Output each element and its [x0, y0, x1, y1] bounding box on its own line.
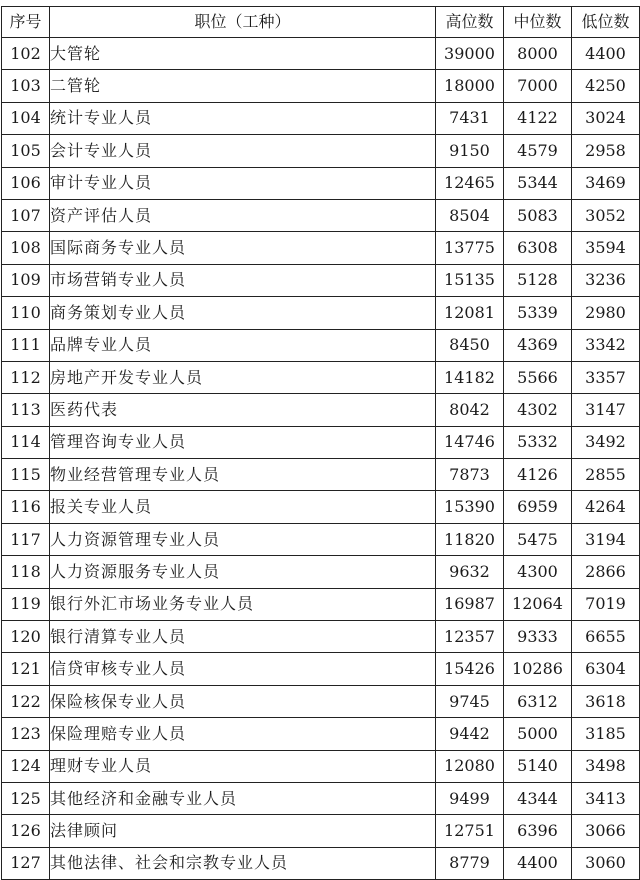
cell-title: 法律顾问 — [50, 815, 436, 847]
cell-title: 会计专业人员 — [50, 135, 436, 167]
table-row — [2, 38, 640, 70]
cell-low: 3052 — [572, 199, 640, 231]
cell-title: 保险理赔专业人员 — [50, 718, 436, 750]
cell-mid: 5344 — [504, 167, 572, 199]
cell-seq: 119 — [2, 588, 50, 620]
cell-low: 3185 — [572, 718, 640, 750]
cell-seq: 103 — [2, 70, 50, 102]
cell-high: 14746 — [436, 426, 504, 458]
cell-seq: 127 — [2, 847, 50, 879]
cell-low: 2958 — [572, 135, 640, 167]
table-row — [2, 102, 640, 134]
cell-low: 4264 — [572, 491, 640, 523]
cell-low: 3147 — [572, 394, 640, 426]
cell-low: 3236 — [572, 264, 640, 296]
cell-title: 银行清算专业人员 — [50, 621, 436, 653]
table-row — [2, 653, 640, 685]
cell-low: 2866 — [572, 556, 640, 588]
cell-title: 大管轮 — [50, 38, 436, 70]
cell-seq: 120 — [2, 621, 50, 653]
table-row — [2, 491, 640, 523]
cell-high: 12357 — [436, 621, 504, 653]
cell-high: 9150 — [436, 135, 504, 167]
cell-low: 7019 — [572, 588, 640, 620]
cell-mid: 5332 — [504, 426, 572, 458]
cell-title: 人力资源服务专业人员 — [50, 556, 436, 588]
cell-mid: 6396 — [504, 815, 572, 847]
cell-seq: 117 — [2, 523, 50, 555]
cell-mid: 6308 — [504, 232, 572, 264]
cell-high: 8779 — [436, 847, 504, 879]
cell-title: 物业经营管理专业人员 — [50, 459, 436, 491]
cell-high: 16987 — [436, 588, 504, 620]
cell-title: 二管轮 — [50, 70, 436, 102]
cell-high: 9499 — [436, 782, 504, 814]
cell-seq: 113 — [2, 394, 50, 426]
table-row — [2, 135, 640, 167]
table-row — [2, 264, 640, 296]
cell-title: 人力资源管理专业人员 — [50, 523, 436, 555]
cell-high: 8042 — [436, 394, 504, 426]
cell-low: 6655 — [572, 621, 640, 653]
table-body — [2, 38, 640, 880]
cell-mid: 5000 — [504, 718, 572, 750]
table-row — [2, 750, 640, 782]
cell-low: 4250 — [572, 70, 640, 102]
cell-title: 统计专业人员 — [50, 102, 436, 134]
cell-seq: 115 — [2, 459, 50, 491]
cell-low: 3194 — [572, 523, 640, 555]
cell-mid: 5475 — [504, 523, 572, 555]
cell-title: 其他经济和金融专业人员 — [50, 782, 436, 814]
cell-title: 品牌专业人员 — [50, 329, 436, 361]
cell-low: 2855 — [572, 459, 640, 491]
cell-mid: 9333 — [504, 621, 572, 653]
cell-high: 9442 — [436, 718, 504, 750]
header-high: 高位数 — [436, 7, 504, 38]
table-row — [2, 232, 640, 264]
cell-seq: 110 — [2, 297, 50, 329]
cell-seq: 125 — [2, 782, 50, 814]
cell-seq: 126 — [2, 815, 50, 847]
cell-high: 12465 — [436, 167, 504, 199]
cell-low: 3594 — [572, 232, 640, 264]
header-mid: 中位数 — [504, 7, 572, 38]
cell-title: 审计专业人员 — [50, 167, 436, 199]
cell-high: 9632 — [436, 556, 504, 588]
cell-seq: 105 — [2, 135, 50, 167]
cell-high: 12751 — [436, 815, 504, 847]
cell-low: 3498 — [572, 750, 640, 782]
table-row — [2, 361, 640, 393]
cell-seq: 108 — [2, 232, 50, 264]
cell-mid: 4369 — [504, 329, 572, 361]
cell-high: 7873 — [436, 459, 504, 491]
cell-high: 39000 — [436, 38, 504, 70]
cell-title: 保险核保专业人员 — [50, 685, 436, 717]
wage-table — [1, 6, 640, 880]
header-seq: 序号 — [2, 7, 50, 38]
cell-mid: 4300 — [504, 556, 572, 588]
cell-high: 15135 — [436, 264, 504, 296]
cell-seq: 107 — [2, 199, 50, 231]
header-low: 低位数 — [572, 7, 640, 38]
cell-seq: 106 — [2, 167, 50, 199]
cell-seq: 102 — [2, 38, 50, 70]
cell-seq: 111 — [2, 329, 50, 361]
cell-high: 8450 — [436, 329, 504, 361]
cell-seq: 122 — [2, 685, 50, 717]
cell-low: 3413 — [572, 782, 640, 814]
cell-seq: 116 — [2, 491, 50, 523]
header-title: 职位（工种） — [50, 7, 436, 38]
cell-low: 3060 — [572, 847, 640, 879]
cell-seq: 123 — [2, 718, 50, 750]
cell-mid: 6312 — [504, 685, 572, 717]
cell-low: 3469 — [572, 167, 640, 199]
cell-high: 14182 — [436, 361, 504, 393]
cell-title: 理财专业人员 — [50, 750, 436, 782]
cell-high: 15426 — [436, 653, 504, 685]
cell-low: 2980 — [572, 297, 640, 329]
cell-title: 信贷审核专业人员 — [50, 653, 436, 685]
cell-seq: 109 — [2, 264, 50, 296]
cell-low: 3066 — [572, 815, 640, 847]
cell-mid: 5140 — [504, 750, 572, 782]
cell-high: 15390 — [436, 491, 504, 523]
cell-mid: 4122 — [504, 102, 572, 134]
cell-low: 3618 — [572, 685, 640, 717]
cell-mid: 12064 — [504, 588, 572, 620]
cell-mid: 5339 — [504, 297, 572, 329]
cell-low: 3492 — [572, 426, 640, 458]
table-row — [2, 685, 640, 717]
cell-mid: 7000 — [504, 70, 572, 102]
cell-mid: 4579 — [504, 135, 572, 167]
table-header-row — [2, 7, 640, 38]
table-row — [2, 718, 640, 750]
cell-seq: 124 — [2, 750, 50, 782]
cell-mid: 4126 — [504, 459, 572, 491]
cell-seq: 112 — [2, 361, 50, 393]
cell-low: 3342 — [572, 329, 640, 361]
table-row — [2, 167, 640, 199]
cell-seq: 114 — [2, 426, 50, 458]
cell-high: 18000 — [436, 70, 504, 102]
table-row — [2, 556, 640, 588]
cell-seq: 118 — [2, 556, 50, 588]
cell-title: 其他法律、社会和宗教专业人员 — [50, 847, 436, 879]
cell-mid: 5566 — [504, 361, 572, 393]
cell-high: 8504 — [436, 199, 504, 231]
cell-low: 6304 — [572, 653, 640, 685]
table-row — [2, 588, 640, 620]
cell-title: 医药代表 — [50, 394, 436, 426]
table-row — [2, 815, 640, 847]
table-row — [2, 621, 640, 653]
cell-title: 房地产开发专业人员 — [50, 361, 436, 393]
table-row — [2, 782, 640, 814]
cell-high: 12080 — [436, 750, 504, 782]
cell-mid: 4344 — [504, 782, 572, 814]
cell-mid: 10286 — [504, 653, 572, 685]
table-row — [2, 847, 640, 879]
cell-high: 11820 — [436, 523, 504, 555]
cell-title: 银行外汇市场业务专业人员 — [50, 588, 436, 620]
cell-mid: 4302 — [504, 394, 572, 426]
cell-mid: 4400 — [504, 847, 572, 879]
table-row — [2, 394, 640, 426]
cell-mid: 5128 — [504, 264, 572, 296]
table-row — [2, 523, 640, 555]
cell-title: 管理咨询专业人员 — [50, 426, 436, 458]
cell-title: 资产评估人员 — [50, 199, 436, 231]
table-row — [2, 297, 640, 329]
cell-mid: 5083 — [504, 199, 572, 231]
table-row — [2, 199, 640, 231]
cell-title: 市场营销专业人员 — [50, 264, 436, 296]
cell-low: 4400 — [572, 38, 640, 70]
cell-title: 商务策划专业人员 — [50, 297, 436, 329]
cell-title: 国际商务专业人员 — [50, 232, 436, 264]
cell-high: 12081 — [436, 297, 504, 329]
cell-seq: 104 — [2, 102, 50, 134]
cell-mid: 6959 — [504, 491, 572, 523]
cell-high: 9745 — [436, 685, 504, 717]
cell-high: 7431 — [436, 102, 504, 134]
table-row — [2, 70, 640, 102]
table-row — [2, 459, 640, 491]
cell-low: 3024 — [572, 102, 640, 134]
cell-low: 3357 — [572, 361, 640, 393]
table-row — [2, 329, 640, 361]
cell-high: 13775 — [436, 232, 504, 264]
cell-mid: 8000 — [504, 38, 572, 70]
table-row — [2, 426, 640, 458]
cell-seq: 121 — [2, 653, 50, 685]
cell-title: 报关专业人员 — [50, 491, 436, 523]
